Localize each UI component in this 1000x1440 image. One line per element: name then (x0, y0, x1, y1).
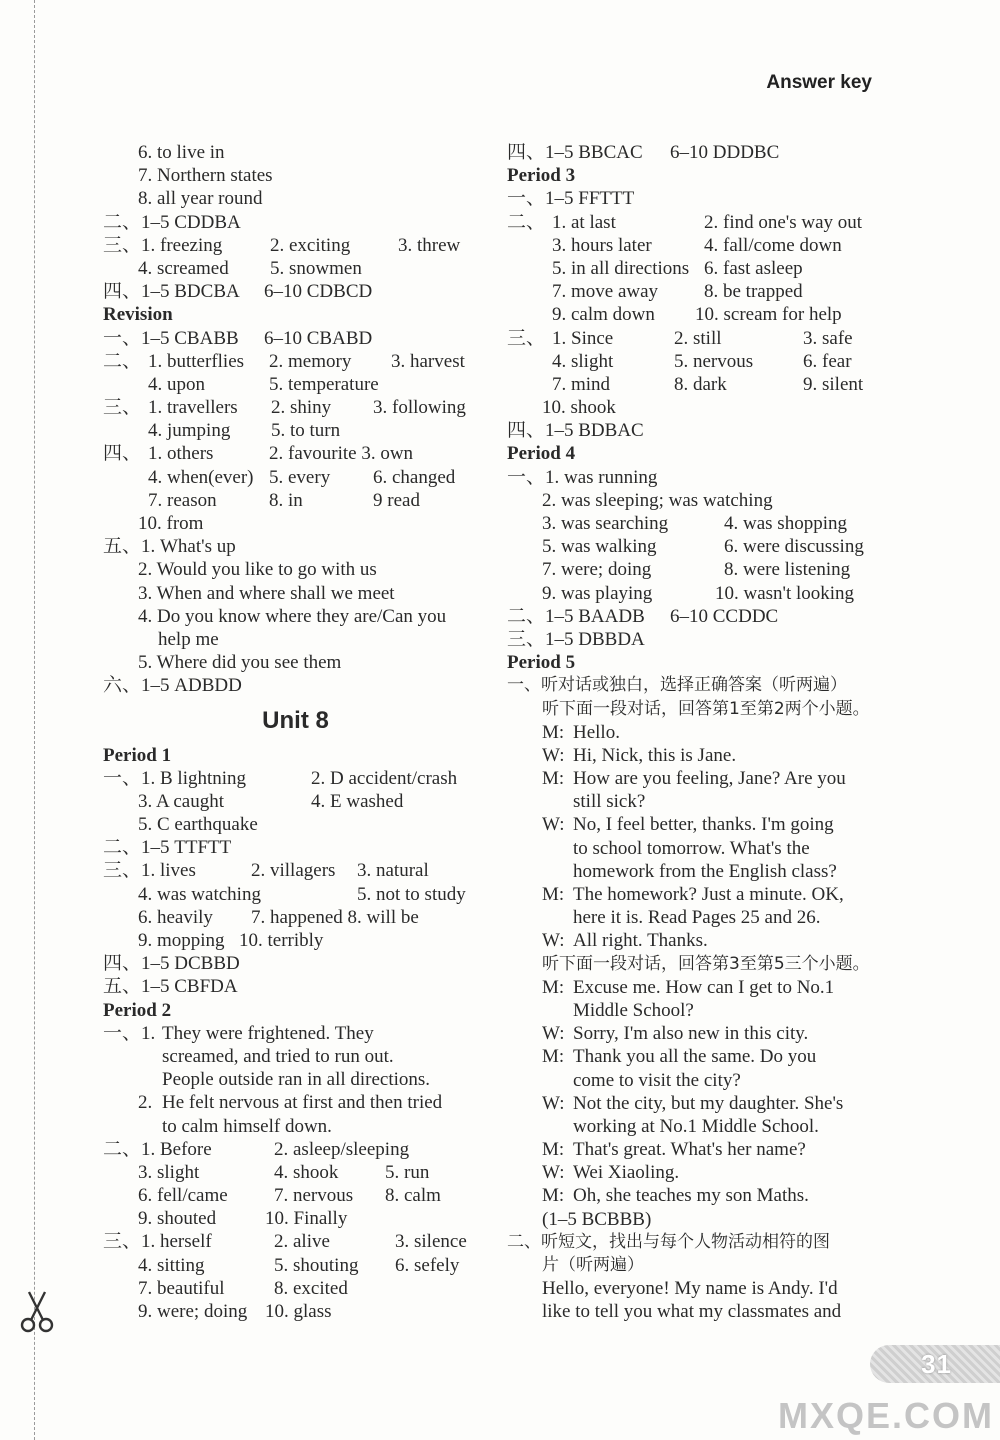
answer-line (103, 1022, 488, 1045)
answer-text: 4. was watching (138, 883, 261, 905)
answer-text: Period 4 (507, 443, 576, 465)
answer-text: Revision (103, 304, 173, 326)
answer-line (507, 674, 892, 697)
answer-text: 6. were discussing (724, 536, 864, 558)
answer-text: W: (542, 744, 565, 766)
answer-text: M: (542, 976, 565, 998)
answer-line (103, 141, 488, 164)
answer-line (103, 1277, 488, 1300)
answer-text: 一、1. was running (507, 466, 658, 488)
answer-text: 三、1. lives (103, 860, 196, 882)
answer-line (507, 883, 892, 906)
answer-line (507, 1277, 892, 1300)
answer-line (103, 1300, 488, 1323)
answer-text: 7. nervous (274, 1185, 354, 1207)
answer-text: Thank you all the same. Do you (573, 1046, 817, 1068)
answer-text: They were frightened. They (162, 1022, 374, 1044)
answer-text: 7. move away (552, 281, 659, 303)
answer-text: Period 2 (103, 999, 172, 1021)
answer-text: 7. mind (552, 373, 611, 395)
answer-text: 2. still (674, 327, 722, 349)
page-number: 31 (921, 1349, 952, 1379)
answer-text: 1. others (148, 443, 214, 465)
answer-line (507, 1115, 892, 1138)
answer-text: Wei Xiaoling. (573, 1162, 680, 1184)
answer-line (103, 211, 488, 234)
answer-text: 4. fall/come down (704, 234, 842, 256)
answer-line (507, 721, 892, 744)
answer-line (507, 303, 892, 326)
answer-line (103, 1138, 488, 1161)
answer-line (507, 929, 892, 952)
left-column (103, 141, 488, 1323)
answer-text: 五、1. What's up (103, 536, 236, 558)
answer-line (507, 906, 892, 929)
answer-text: 7. were; doing (542, 559, 652, 581)
answer-text: 二、1–5 TTFTT (103, 837, 232, 859)
answer-line (507, 396, 892, 419)
answer-text: M: (542, 1185, 565, 1207)
answer-text: 2. memory (269, 350, 352, 372)
answer-text: 3. threw (398, 234, 461, 256)
answer-line (103, 558, 488, 581)
answer-text: All right. Thanks. (573, 930, 708, 952)
answer-text: 3. A caught (138, 790, 225, 812)
answer-text: He felt nervous at first and then tried (162, 1092, 443, 1114)
answer-line (103, 1091, 488, 1114)
answer-text: 2. find one's way out (704, 211, 863, 233)
answer-line (103, 234, 488, 257)
answer-line (507, 466, 892, 489)
answer-line (103, 767, 488, 790)
answer-text: 9. mopping (138, 930, 225, 951)
answer-text: 三、 (103, 397, 142, 419)
answer-text: 9. shouted (138, 1208, 217, 1230)
answer-line (507, 535, 892, 558)
answer-text: 4. slight (552, 350, 614, 372)
answer-line (103, 651, 488, 674)
answer-text: 8. dark (674, 373, 727, 395)
answer-line (103, 975, 488, 998)
answer-text: No, I feel better, thanks. I'm going (573, 814, 834, 836)
page-header-title: Answer key (766, 72, 872, 93)
answer-line (507, 698, 892, 721)
answer-text: 2. shiny (271, 397, 332, 419)
answer-text: 6–10 CBABD (264, 327, 373, 349)
answer-text: 6. heavily (138, 906, 213, 928)
answer-text: 1. travellers (148, 397, 238, 419)
answer-text: 4. E washed (311, 790, 404, 812)
section-heading (507, 442, 892, 465)
answer-text: 二、1–5 BAADB (507, 605, 645, 627)
answer-text: W: (542, 1023, 565, 1045)
answer-text: 3. hours later (552, 234, 652, 256)
answer-text: help me (158, 628, 219, 650)
answer-text: 6. fast asleep (704, 257, 803, 279)
answer-line (103, 350, 488, 373)
answer-text: homework from the English class? (573, 860, 837, 882)
answer-line (507, 1231, 892, 1254)
answer-text: 2. exciting (270, 234, 351, 256)
answer-text: The homework? Just a minute. OK, (573, 884, 844, 905)
answer-line (103, 1068, 488, 1091)
answer-text: M: (542, 884, 565, 905)
answer-line (507, 558, 892, 581)
answer-text: working at No.1 Middle School. (573, 1115, 819, 1137)
answer-text: 9. were; doing (138, 1301, 248, 1322)
answer-text: M: (542, 1046, 565, 1068)
answer-text: 二、听短文，找出与每个人物活动相符的图 (507, 1231, 830, 1252)
answer-text: 5. not to study (357, 883, 466, 905)
answer-text: 8. be trapped (704, 281, 803, 303)
answer-line (103, 419, 488, 442)
answer-text: 2. Would you like to go with us (138, 559, 377, 581)
answer-text: 6. fear (803, 350, 852, 372)
answer-text: 听下面一段对话，回答第3至第5三个小题。 (542, 953, 870, 974)
answer-text: 四、1–5 BDBAC (507, 420, 644, 442)
answer-text: M: (542, 1139, 565, 1161)
answer-text: 6. changed (373, 466, 456, 488)
unit-title (103, 698, 488, 744)
answer-text: Period 3 (507, 165, 576, 187)
answer-line (103, 1115, 488, 1138)
answer-line (507, 1022, 892, 1045)
answer-text: 10. terribly (239, 930, 324, 951)
answer-line (103, 396, 488, 419)
answer-text: Period 1 (103, 744, 172, 766)
answer-text: 2. villagers (251, 860, 336, 882)
answer-line (103, 582, 488, 605)
answer-text: 六、1–5 ADBDD (103, 675, 242, 697)
answer-text: Hello. (573, 721, 620, 743)
answer-text: 3. was searching (542, 513, 669, 534)
answer-text: 3. When and where shall we meet (138, 582, 395, 604)
answer-text: 四、1–5 DCBBD (103, 953, 240, 975)
section-heading (507, 164, 892, 187)
answer-line (103, 883, 488, 906)
answer-line (507, 628, 892, 651)
answer-text: 3. slight (138, 1161, 200, 1183)
answer-text: 8. in (269, 489, 303, 511)
answer-text: 4. screamed (138, 257, 229, 279)
answer-line (507, 1184, 892, 1207)
answer-line (103, 952, 488, 975)
answer-line (103, 1230, 488, 1253)
answer-text: 4. was shopping (724, 513, 847, 534)
answer-text: 2. was sleeping; was watching (542, 489, 773, 511)
answer-text: 7. Northern states (138, 165, 273, 187)
answer-text: 3. natural (357, 860, 429, 882)
answer-text: Sorry, I'm also new in this city. (573, 1023, 809, 1045)
answer-line (507, 1254, 892, 1277)
answer-line (507, 350, 892, 373)
answer-text: 2. (138, 1092, 153, 1114)
answer-line (507, 1069, 892, 1092)
answer-text: That's great. What's her name? (573, 1139, 806, 1161)
answer-line (103, 442, 488, 465)
answer-text: W: (542, 814, 565, 836)
answer-text: 四、1–5 BBCAC (507, 142, 643, 163)
answer-line (103, 512, 488, 535)
answer-text: 5. temperature (269, 373, 379, 395)
answer-text: 5. snowmen (270, 257, 362, 279)
answer-text: 5. nervous (674, 350, 754, 372)
answer-text: 五、1–5 CBFDA (103, 976, 238, 998)
answer-text: 9. silent (803, 373, 864, 395)
answer-text: 6. fell/came (138, 1185, 228, 1207)
answer-line (507, 280, 892, 303)
answer-line (103, 187, 488, 210)
answer-text: 1. at last (552, 211, 616, 233)
section-heading (103, 744, 488, 767)
answer-text: 5. in all directions (552, 257, 690, 279)
answer-text: 三、1–5 DBBDA (507, 628, 645, 650)
answer-text: 2. alive (274, 1231, 330, 1253)
answer-text: 一、听对话或独白，选择正确答案（听两遍） (507, 675, 847, 696)
answer-line (507, 837, 892, 860)
answer-text: M: (542, 721, 565, 743)
section-heading (103, 999, 488, 1022)
answer-line (103, 929, 488, 952)
right-column (507, 141, 892, 1324)
answer-text: 4. jumping (148, 420, 231, 442)
answer-line (507, 1300, 892, 1323)
answer-line (507, 1138, 892, 1161)
answer-text: 4. sitting (138, 1254, 205, 1276)
answer-line (103, 859, 488, 882)
answer-line (103, 674, 488, 697)
answer-line (507, 373, 892, 396)
answer-text: Not the city, but my daughter. She's (573, 1092, 844, 1114)
answer-text: W: (542, 1092, 565, 1114)
answer-text: 8. all year round (138, 188, 263, 210)
answer-line (103, 628, 488, 651)
answer-line (103, 1045, 488, 1068)
answer-text: Oh, she teaches my son Maths. (573, 1185, 809, 1207)
section-heading (507, 651, 892, 674)
answer-line (507, 999, 892, 1022)
answer-line (103, 836, 488, 859)
answer-text: Middle School? (573, 999, 694, 1021)
answer-text: 1. Since (552, 327, 614, 349)
answer-text: 四、1–5 BDCBA (103, 281, 240, 303)
answer-text: 5. run (385, 1161, 430, 1183)
answer-text: Excuse me. How can I get to No.1 (573, 976, 835, 998)
answer-text: 5. to turn (271, 420, 341, 442)
answer-line (103, 327, 488, 350)
answer-text: 3. silence (395, 1231, 467, 1253)
answer-line (507, 489, 892, 512)
answer-text: 4. shook (274, 1161, 339, 1183)
answer-text: come to visit the city? (573, 1069, 741, 1091)
answer-line (507, 141, 892, 164)
answer-text: 10. wasn't looking (715, 582, 855, 604)
answer-text: 7. happened 8. will be (251, 906, 419, 928)
answer-text: 4. Do you know where they are/Can you (138, 605, 447, 627)
answer-text: W: (542, 930, 565, 952)
answer-text: 9. was playing (542, 582, 653, 604)
answer-text: (1–5 BCBBB) (542, 1208, 652, 1230)
scissors-icon (18, 1290, 56, 1334)
answer-line (103, 257, 488, 280)
answer-text: 一、1. (103, 1022, 156, 1044)
answer-line (507, 234, 892, 257)
answer-line (507, 1208, 892, 1231)
answer-line (507, 744, 892, 767)
answer-line (103, 373, 488, 396)
answer-line (507, 419, 892, 442)
answer-line (507, 790, 892, 813)
answer-text: to school tomorrow. What's the (573, 837, 810, 859)
answer-line (507, 813, 892, 836)
answer-line (103, 1207, 488, 1230)
answer-text: People outside ran in all directions. (162, 1069, 431, 1091)
answer-text: here it is. Read Pages 25 and 26. (573, 907, 821, 929)
answer-text: 7. reason (148, 489, 217, 511)
answer-line (507, 327, 892, 350)
answer-text: 三、 (507, 327, 546, 349)
section-heading (103, 303, 488, 326)
answer-text: 2. asleep/sleeping (274, 1138, 410, 1160)
answer-text: 5. every (269, 466, 331, 488)
answer-line (103, 1161, 488, 1184)
answer-line (103, 466, 488, 489)
answer-text: 5. Where did you see them (138, 652, 342, 674)
answer-text: 二、 (507, 211, 546, 233)
answer-text: 6–10 DDDBC (670, 142, 780, 163)
answer-text: screamed, and tried to run out. (162, 1045, 394, 1067)
answer-text: 二、1–5 CDDBA (103, 211, 241, 233)
answer-text: 9. calm down (552, 304, 655, 326)
answer-text: 2. favourite 3. own (269, 443, 414, 465)
answer-text: 6. sefely (395, 1254, 460, 1276)
answer-text: 9 read (373, 489, 420, 511)
answer-text: Unit 8 (262, 706, 329, 734)
answer-text: 8. excited (274, 1277, 348, 1299)
answer-text: Hi, Nick, this is Jane. (573, 744, 737, 766)
answer-line (507, 1161, 892, 1184)
answer-text: 片（听两遍） (542, 1255, 644, 1275)
answer-text: 3. following (373, 397, 466, 419)
answer-text: 一、1–5 FFTTT (507, 188, 635, 210)
answer-text: 7. beautiful (138, 1277, 225, 1299)
answer-text: Period 5 (507, 652, 576, 674)
answer-text: 三、1. herself (103, 1231, 212, 1253)
answer-text: 二、 (103, 350, 142, 372)
answer-line (507, 211, 892, 234)
answer-text: still sick? (573, 791, 646, 813)
watermark: MXQE.COM (777, 1395, 994, 1436)
answer-text: 6–10 CCDDC (670, 605, 779, 627)
answer-text: 5. shouting (274, 1254, 359, 1276)
answer-line (103, 164, 488, 187)
answer-text: 5. was walking (542, 536, 657, 558)
answer-text: 8. were listening (724, 559, 851, 581)
answer-line (103, 1254, 488, 1277)
answer-line (507, 582, 892, 605)
answer-line (103, 280, 488, 303)
answer-line (103, 489, 488, 512)
answer-text: 一、1–5 CBABB (103, 327, 239, 349)
answer-line (507, 257, 892, 280)
answer-text: Hello, everyone! My name is Andy. I'd (542, 1278, 838, 1300)
answer-text: 10. scream for help (695, 304, 842, 326)
answer-text: 3. safe (803, 327, 853, 349)
answer-line (507, 976, 892, 999)
answer-text: 1. butterflies (148, 350, 245, 372)
answer-line (103, 535, 488, 558)
answer-line (103, 906, 488, 929)
answer-line (103, 790, 488, 813)
answer-text: 二、1. Before (103, 1138, 212, 1160)
answer-line (507, 1045, 892, 1068)
answer-text: 6. to live in (138, 142, 225, 163)
answer-text: 三、1. freezing (103, 234, 223, 256)
answer-text: 6–10 CDBCD (264, 281, 373, 303)
answer-text: 听下面一段对话，回答第1至第2两个小题。 (542, 698, 870, 719)
answer-text: 10. glass (265, 1301, 332, 1322)
answer-text: 10. from (138, 513, 204, 534)
answer-text: 2. D accident/crash (311, 767, 458, 789)
answer-line (507, 860, 892, 883)
answer-text: 10. Finally (265, 1208, 348, 1230)
answer-text: to calm himself down. (162, 1115, 332, 1137)
answer-line (103, 605, 488, 628)
cut-line (34, 0, 35, 1440)
answer-text: like to tell you what my classmates and (542, 1301, 842, 1323)
answer-text: W: (542, 1162, 565, 1184)
answer-line (507, 187, 892, 210)
answer-text: M: (542, 768, 565, 790)
answer-line (507, 953, 892, 976)
answer-text: 8. calm (385, 1185, 441, 1207)
answer-text: 5. C earthquake (138, 814, 258, 836)
answer-line (507, 1092, 892, 1115)
answer-line (507, 767, 892, 790)
answer-line (103, 813, 488, 836)
answer-text: 一、1. B lightning (103, 767, 247, 789)
answer-text: How are you feeling, Jane? Are you (573, 768, 846, 790)
answer-text: 4. upon (148, 373, 205, 395)
answer-text: 4. when(ever) (148, 466, 254, 488)
answer-text: 10. shook (542, 397, 616, 419)
answer-line (507, 512, 892, 535)
answer-line (507, 605, 892, 628)
answer-text: 四、 (103, 443, 142, 465)
answer-text: 3. harvest (391, 350, 465, 372)
answer-line (103, 1184, 488, 1207)
